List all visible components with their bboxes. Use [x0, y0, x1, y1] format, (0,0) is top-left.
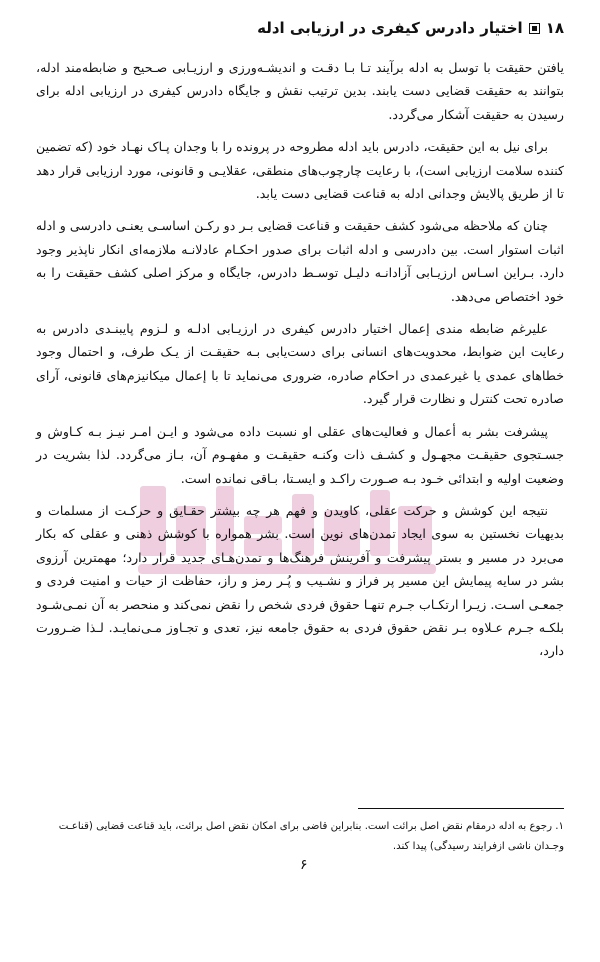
- square-bullet-icon: [529, 23, 540, 34]
- paragraph-5: [36, 420, 564, 490]
- paragraph-2: [36, 135, 564, 205]
- running-title: اختیار دادرس کیفری در ارزیابی ادله: [257, 19, 523, 37]
- paragraph-6: [36, 499, 564, 663]
- paragraph-2-text: برای نیل به این حقیقت، دادرس باید ادله مطروحه در پرونده را با وجدان پـاک نهـاد خود (که تضمین کننده سلامت ارزیابی است)، با رعایت چارچوب‌های منطقی، عقلایـی و قانونی، مورد ارزیابی قرار دهد تا از طریق پالایش وجدانی ادله به قناعت قضایی دست یابد.: [36, 139, 564, 202]
- paragraph-1: [36, 56, 564, 126]
- footnote: [36, 817, 564, 857]
- paragraph-3: [36, 214, 564, 308]
- paragraph-1-text: یافتن حقیقت با توسل به ادله برآیند تـا بـا دقـت و اندیشـه‌ورزی و ارزیـابی صـحیح و ضابطه‌مند ادله، بتوانند به حقیقت قضایی دست یابند. بدین ترتیب نقش و جایگاه دادرس کیفری در ارزیابی ادله برای رسیدن به حقیقت آشکار می‌گردد.: [36, 60, 564, 122]
- running-header: [36, 16, 564, 40]
- paragraph-5-text: پیشرفت بشر به أعمال و فعالیت‌های عقلی او نسبت داده می‌شود و ایـن امـر نیـز بـه کـاوش و جسـتجوی حقیقـت مجهـول و کشـف ذات وکنـه حقیقـت و مفهـوم آن، بـاز می‌گردد. لذا بشریت در وضعیت اولیه و ابتدائی خـود بـه صـورت راکـد و ایسـتا، بـاقی نمانده است.: [36, 423, 564, 486]
- footnote-text: ۱. رجوع به ادله درمقام نقض اصل برائت است. بنابراین قاضی برای امکان نقض اصل برائت، باید قناعت قضایی (قناعـت وجـدان ناشی ازفرایند رسیدگی) پیدا کند.: [58, 821, 564, 852]
- footnote-rule: [358, 808, 564, 809]
- paragraph-6-text: نتیجه این کوشش و حرکت عقلی، کاویدن و فهم هر چه بیشتر حقـایق و حرکـت از مسلمات و بدیهیات نخستین به سوی ایجاد تمدن‌های نوین است. بشر همواره با کوشش ذهنی و عقلی که بکار می‌برد در مسیر و بستر پیشرفت و آفرینش فرهنگ‌ها و تمدن‌هـای جدید قرار دارد؛ مهمترین آرزوی بشر در سایه پیمایش این مسیر پر فراز و نشـیب و پُـر رمز و راز، حفاظت از حیات و امنیت فردی و جمعـی اسـت. زیـرا ارتکـاب جـرم تنهـا حقوق فردی شخص را نقض نمی‌کند و منحصر به آن نمـی‌شـود بلکـه جـرم عـلاوه بـر نقض حقوق فردی به حقوق جامعه نیز، تعدی و تجـاوز مـی‌نمایـد. لـذا ضـرورت دارد،: [36, 502, 564, 659]
- page-mark: ۶: [300, 857, 308, 873]
- body-text: [36, 56, 564, 672]
- paragraph-3-text: چنان که ملاحظه می‌شود کشف حقیقت و قناعت قضایی بـر دو رکـن اساسـی یعنـی دادرسی و ادله اثبات استوار است. بین دادرسی و ادله اثبات برای صدور احکـام عادلانـه ملازمه‌ای انکار ناپذیر وجود دارد. بـراین اسـاس ارزیـابی آزادانـه دلیـل توسـط دادرس، جایگاه و مرکز اصلی کشف حقیقت را به خود اختصاص می‌دهد.: [36, 218, 564, 304]
- paragraph-4: [36, 317, 564, 411]
- page-number: ۱۸: [545, 19, 564, 37]
- paragraph-4-text: علیرغم ضابطه مندی إعمال اختیار دادرس کیفری در ارزیـابی ادلـه و لـزوم پایبنـدی دادرس به رعایت این ضوابط، محدویت‌های انسانی برای دست‌یابی بـه حقیقـت از یـک طرف، و احتمال وجود خطاهای عمدی یا غیرعمدی در احکام صادره، ضروری می‌نماید تا با إعمال میکانیزم‌های قانونی، آرای صادره تحت کنترل و نظارت قرار گیرد.: [36, 321, 564, 407]
